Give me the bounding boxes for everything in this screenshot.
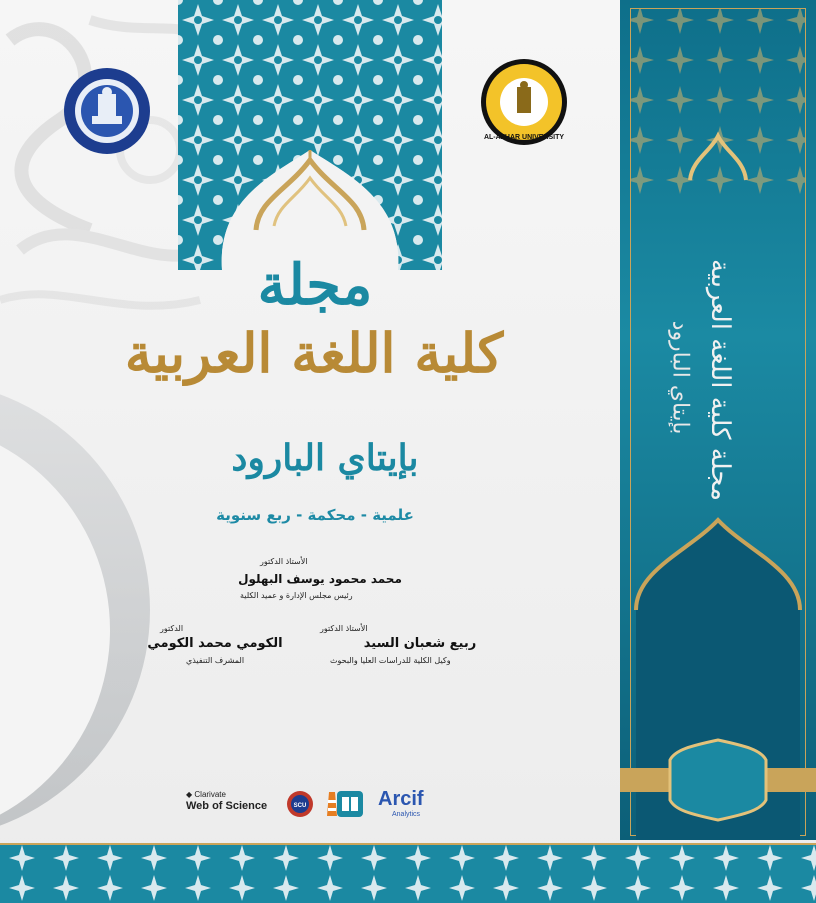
title-line-1: مجلة xyxy=(257,252,373,318)
vice-dean-title: الأستاذ الدكتور xyxy=(320,624,368,633)
spine-title-block xyxy=(650,225,790,555)
spine-title-line-1: مجلة كلية اللغة العربية xyxy=(705,258,735,502)
faculty-seal-logo xyxy=(62,66,152,156)
spine-bottom-arch xyxy=(620,510,816,840)
azhar-university-logo xyxy=(479,57,569,147)
title-line-2: كلية اللغة العربية xyxy=(124,321,504,385)
spine-title-line-2: بإيتاي البارود xyxy=(667,320,693,435)
scu-logo xyxy=(286,790,314,818)
dean-name: محمد محمود يوسف البهلول xyxy=(238,572,402,586)
azhar-university-text: AL-AZHAR UNIVERSITY xyxy=(483,134,565,141)
vice-dean-role: وكيل الكلية للدراسات العليا والبحوث xyxy=(330,656,451,665)
arcif-logo xyxy=(378,788,458,820)
top-arch-pattern xyxy=(178,0,442,270)
arcif-sub: Analytics xyxy=(392,811,421,818)
dean-role: رئيس مجلس الإدارة و عميد الكلية xyxy=(240,591,353,600)
executive-name: الكومي محمد الكومي xyxy=(147,636,283,651)
bottom-pattern-band xyxy=(0,843,816,903)
title-line-3: بإيتاي البارود xyxy=(231,437,419,479)
dean-title: الأستاذ الدكتور xyxy=(260,557,308,566)
scu-label: SCU xyxy=(293,803,307,809)
clarivate-label: Clarivate xyxy=(194,790,226,799)
vice-dean-name: ربيع شعبان السيد xyxy=(363,636,477,651)
subtitle: علمية - محكمة - ربع سنوية xyxy=(216,506,414,524)
clarivate-icon: ◆ xyxy=(186,790,193,799)
arcif-label: Arcif xyxy=(378,788,424,810)
executive-title: الدكتور xyxy=(160,624,184,633)
wos-label: Web of Science xyxy=(186,800,268,812)
clarivate-wos-logo xyxy=(186,790,286,814)
executive-role: المشرف التنفيذي xyxy=(185,656,245,665)
library-logo xyxy=(336,790,364,818)
